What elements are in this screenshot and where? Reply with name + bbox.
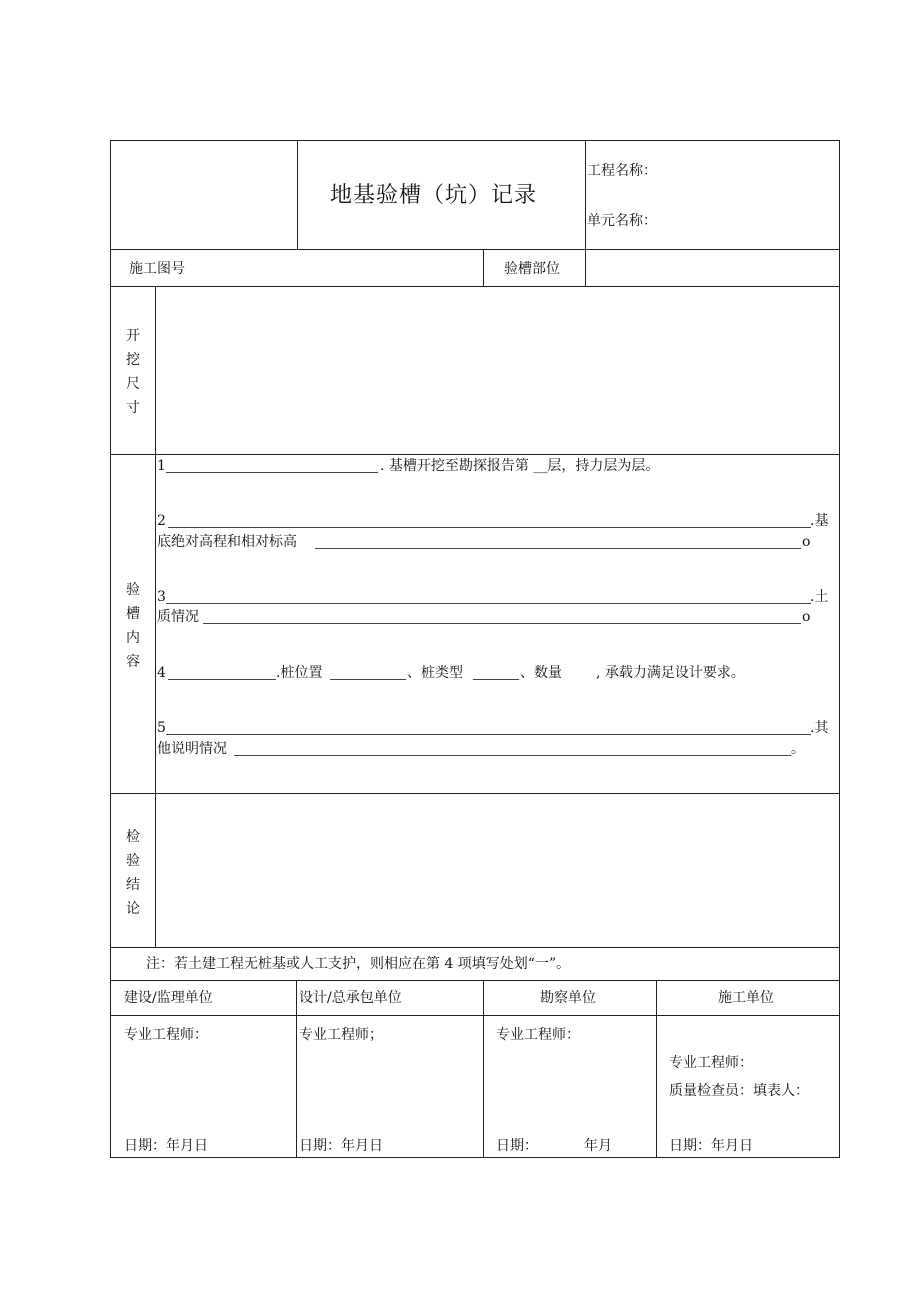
item5-number: 5 (157, 720, 166, 736)
item4-quantity: 、数量 (520, 665, 562, 681)
item3-fill-line (166, 603, 811, 604)
item4-fill-b (330, 679, 406, 680)
item2-fill-line-2 (315, 548, 801, 549)
rule-conclusion-bottom (110, 947, 840, 948)
rule-sign-3 (656, 980, 657, 1158)
item5-fill-line (166, 734, 811, 735)
unit-name-label: 单元名称： (587, 213, 657, 229)
sign-header-design: 设计/总承包单位 (299, 990, 402, 1006)
design-engineer-label: 专业工程师； (299, 1027, 383, 1043)
item2-mark: o (802, 534, 811, 550)
item2-line2: 底绝对高程和相对标高 (157, 534, 297, 550)
survey-date-label: 日期： (496, 1138, 538, 1154)
item3-mark: o (802, 609, 811, 625)
inspection-part-label: 验槽部位 (504, 261, 560, 277)
item4-fill-c (473, 679, 519, 680)
drawing-no-label: 施工图号 (129, 261, 185, 277)
rule-drawing-bottom (110, 286, 840, 287)
owner-engineer-label: 专业工程师： (124, 1027, 208, 1043)
rule-sign-2 (483, 980, 484, 1158)
inspection-content-label: 验槽内容 (126, 582, 140, 670)
rule-content-bottom (110, 793, 840, 794)
item1-text: . 基槽开挖至勘探报告第 __层，持力层为层。 (380, 458, 660, 474)
rule-header-bottom (110, 249, 840, 250)
item3-number: 3 (157, 589, 166, 605)
rule-section-label (155, 286, 156, 947)
item4-pile-position: .桩位置 (276, 665, 323, 681)
owner-date-label: 日期：年月日 (124, 1138, 208, 1154)
rule-drawing-mid (483, 249, 484, 286)
item2-number: 2 (157, 513, 166, 529)
construction-inspector-label: 质量检查员：填表人： (669, 1083, 809, 1099)
item5-end: .其 (810, 720, 829, 736)
item5-mark: 。 (791, 741, 805, 757)
sign-header-owner: 建设/监理单位 (124, 990, 213, 1006)
item3-fill-line-2 (203, 623, 801, 624)
sign-header-construction: 施工单位 (718, 990, 774, 1006)
rule-excavation-bottom (110, 454, 840, 455)
construction-date-label: 日期：年月日 (669, 1138, 753, 1154)
inspection-conclusion-label: 检验结论 (126, 829, 140, 917)
item2-fill-line (168, 527, 811, 528)
item2-end: .基 (810, 513, 829, 529)
item4-end: , 承载力满足设计要求。 (596, 665, 745, 681)
item1-fill-line (166, 472, 378, 473)
survey-date-year: 年月 (584, 1138, 612, 1154)
rule-header-left (297, 140, 298, 249)
item3-line2: 质情况 (157, 609, 199, 625)
item1-number: 1 (157, 458, 166, 474)
excavation-size-label: 开挖尺寸 (126, 328, 140, 416)
rule-header-right (585, 140, 586, 286)
item3-end: .土 (810, 589, 829, 605)
construction-engineer-label: 专业工程师： (669, 1055, 753, 1071)
item5-fill-line-2 (234, 755, 791, 756)
survey-engineer-label: 专业工程师： (496, 1027, 580, 1043)
design-date-label: 日期：年月日 (299, 1138, 383, 1154)
item4-number: 4 (157, 665, 166, 681)
note-text: 注：若土建工程无桩基或人工支护，则相应在第 4 项填写处划“一”。 (146, 956, 571, 972)
rule-note-bottom (110, 980, 840, 981)
rule-sign-1 (296, 980, 297, 1158)
project-name-label: 工程名称： (587, 163, 657, 179)
item4-fill-a (168, 679, 276, 680)
item5-line2: 他说明情况 (157, 741, 227, 757)
page-title: 地基验槽（坑）记录 (330, 183, 538, 208)
item4-pile-type: 、桩类型 (407, 665, 463, 681)
sign-header-survey: 勘察单位 (540, 990, 596, 1006)
rule-sign-header-bottom (110, 1015, 840, 1016)
